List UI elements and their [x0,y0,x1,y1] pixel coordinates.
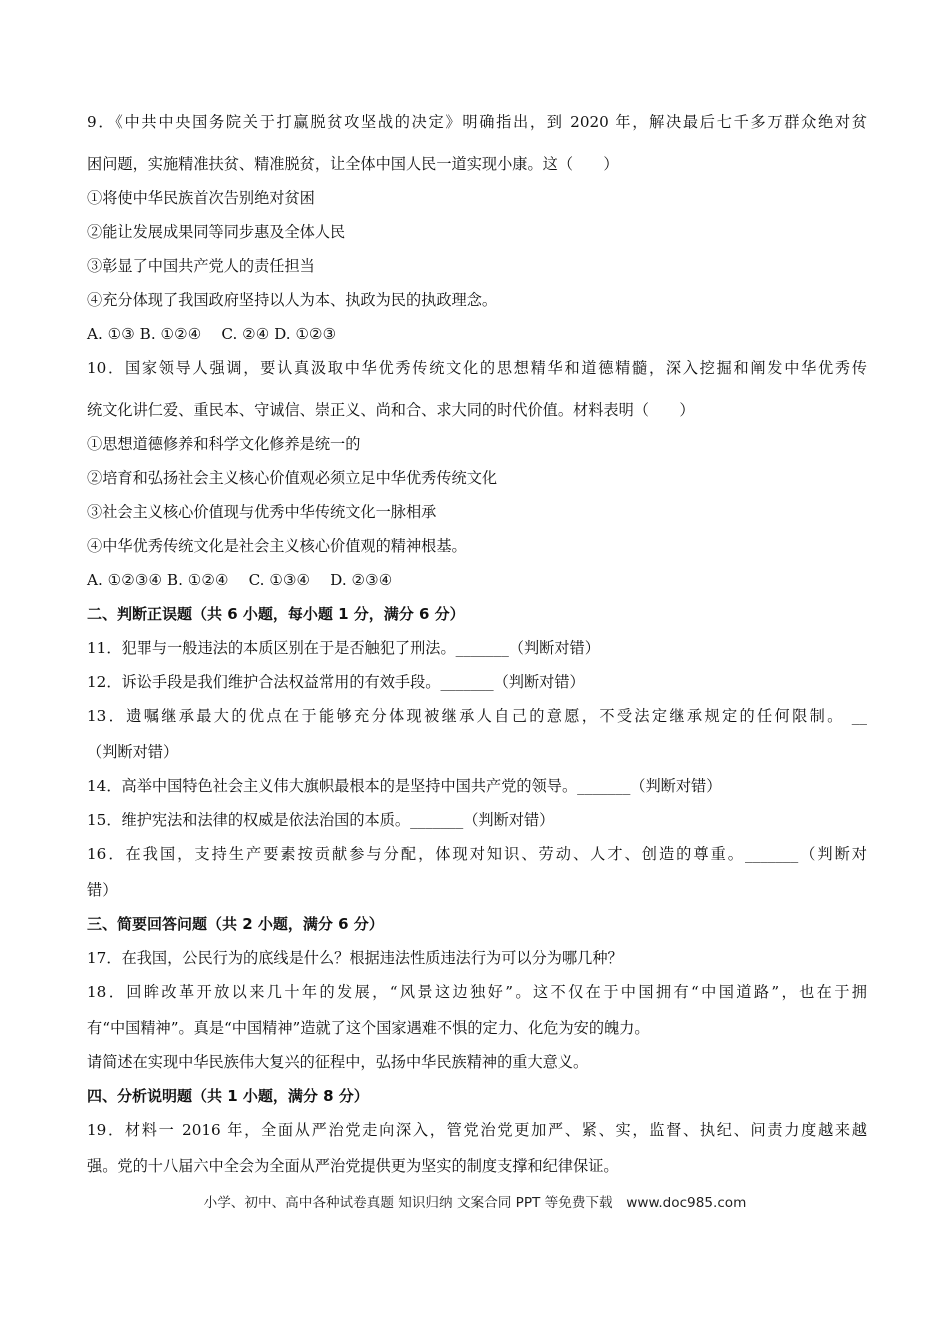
footer-download-notice: 小学、初中、高中各种试卷真题 知识归纳 文案合同 PPT 等免费下载 www.doc985.com [203,1195,747,1211]
q14-statement: 14．高举中国特色社会主义伟大旗帜最根本的是坚持中国共产党的领导。_______（判断对错） [87,777,722,795]
q18-question-line-3: 请简述在实现中华民族伟大复兴的征程中，弘扬中华民族精神的重大意义。 [87,1053,589,1071]
section-4-heading: 四、分析说明题（共 1 小题，满分 8 分） [87,1087,369,1105]
q9-stem-line-2: 困问题，实施精准扶贫、精准脱贫，让全体中国人民一道实现小康。这（ ） [87,155,619,173]
q11-statement: 11．犯罪与一般违法的本质区别在于是否触犯了刑法。_______（判断对错） [87,639,600,657]
q10-option-2: ②培育和弘扬社会主义核心价值观必须立足中华优秀传统文化 [87,469,498,487]
section-3-heading: 三、简要回答问题（共 2 小题，满分 6 分） [87,915,384,933]
exam-page-content [87,112,867,1176]
q10-option-1: ①思想道德修养和科学文化修养是统一的 [87,435,361,453]
q17-question: 17．在我国，公民行为的底线是什么？根据违法性质违法行为可以分为哪几种？ [87,949,623,967]
q16-statement-line-1: 16．在我国，支持生产要素按贡献参与分配，体现对知识、劳动、人才、创造的尊重。_______（判断对 [87,845,867,863]
q9-choices: A. ①③ B. ①②④ C. ②④ D. ①②③ [87,325,337,343]
section-2-heading: 二、判断正误题（共 6 小题，每小题 1 分，满分 6 分） [87,605,465,623]
q15-statement: 15．维护宪法和法律的权威是依法治国的本质。_______（判断对错） [87,811,555,829]
q18-question-line-2: 有“中国精神”。真是“中国精神”造就了这个国家遇难不惧的定力、化危为安的魄力。 [87,1019,650,1037]
q10-option-4: ④中华优秀传统文化是社会主义核心价值观的精神根基。 [87,537,467,555]
q13-statement-line-1: 13．遗嘱继承最大的优点在于能够充分体现被继承人自己的意愿，不受法定继承规定的任何限制。 __ [87,707,867,725]
q10-stem-line-1: 10．国家领导人强调，要认真汲取中华优秀传统文化的思想精华和道德精髓，深入挖掘和阐发中华优秀传 [87,359,867,377]
q9-option-4: ④充分体现了我国政府坚持以人为本、执政为民的执政理念。 [87,291,498,309]
q19-material-line-1: 19．材料一 2016 年，全面从严治党走向深入，管党治党更加严、紧、实，监督、执纪、问责力度越来越 [87,1121,867,1139]
q9-option-2: ②能让发展成果同等同步惠及全体人民 [87,223,346,241]
q10-stem-line-2: 统文化讲仁爱、重民本、守诚信、崇正义、尚和合、求大同的时代价值。材料表明（ ） [87,401,695,419]
q9-option-3: ③彰显了中国共产党人的责任担当 [87,257,315,275]
q9-option-1: ①将使中华民族首次告别绝对贫困 [87,189,315,207]
q16-statement-line-2: 错） [87,881,118,899]
q19-material-line-2: 强。党的十八届六中全会为全面从严治党提供更为坚实的制度支撑和纪律保证。 [87,1157,619,1175]
q13-statement-line-2: （判断对错） [87,743,179,761]
q12-statement: 12．诉讼手段是我们维护合法权益常用的有效手段。_______（判断对错） [87,673,585,691]
q10-option-3: ③社会主义核心价值现与优秀中华传统文化一脉相承 [87,503,437,521]
q9-stem-line-1: 9．《中共中央国务院关于打赢脱贫攻坚战的决定》明确指出，到 2020 年，解决最后七千多万群众绝对贫 [87,113,867,131]
q10-choices: A. ①②③④ B. ①②④ C. ①③④ D. ②③④ [87,571,393,589]
q18-question-line-1: 18．回眸改革开放以来几十年的发展，“风景这边独好”。这不仅在于中国拥有“中国道路”，也在于拥 [87,983,867,1001]
